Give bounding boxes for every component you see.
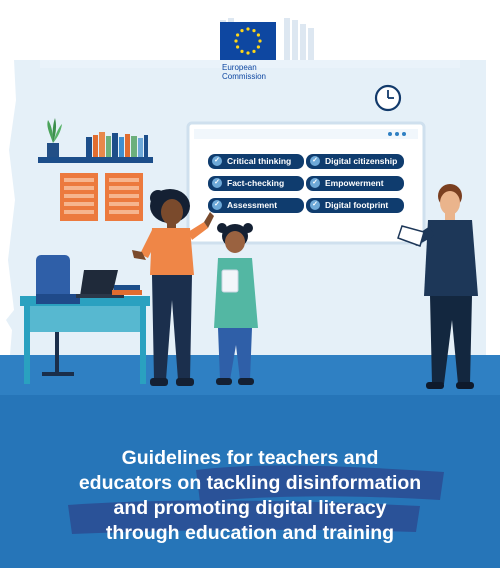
- tag-digital-footprint: [310, 198, 388, 212]
- tag-fact-checking: [212, 176, 284, 190]
- title-line-4: through education and training: [105, 522, 395, 544]
- document-title: [0, 446, 500, 546]
- check-icon: ✓: [212, 178, 222, 188]
- logo-wordmark: [222, 63, 266, 81]
- clock-icon: [376, 86, 400, 110]
- tag-label: Critical thinking: [227, 156, 292, 166]
- title-line-1: Guidelines for teachers and: [121, 447, 379, 469]
- tag-critical-thinking: [212, 154, 291, 168]
- tag-label: Assessment: [227, 200, 278, 210]
- tag-label: Fact-checking: [227, 178, 285, 188]
- tag-label: Digital footprint: [325, 200, 389, 210]
- tag-digital-citizenship: [310, 154, 397, 168]
- logo-line-2: Commission: [222, 72, 267, 81]
- tag-assessment: [212, 198, 277, 212]
- check-icon: ✓: [310, 178, 320, 188]
- tag-label: Digital citizenship: [325, 156, 398, 166]
- check-icon: ✓: [310, 156, 320, 166]
- tag-label: Empowerment: [325, 178, 384, 188]
- logo-line-1: European: [222, 63, 257, 72]
- check-icon: ✓: [212, 200, 222, 210]
- tag-empowerment: [310, 176, 384, 190]
- check-icon: ✓: [212, 156, 222, 166]
- title-line-2: educators on tackling disinformation: [78, 472, 422, 494]
- check-icon: ✓: [310, 200, 320, 210]
- title-line-3: and promoting digital literacy: [113, 497, 387, 519]
